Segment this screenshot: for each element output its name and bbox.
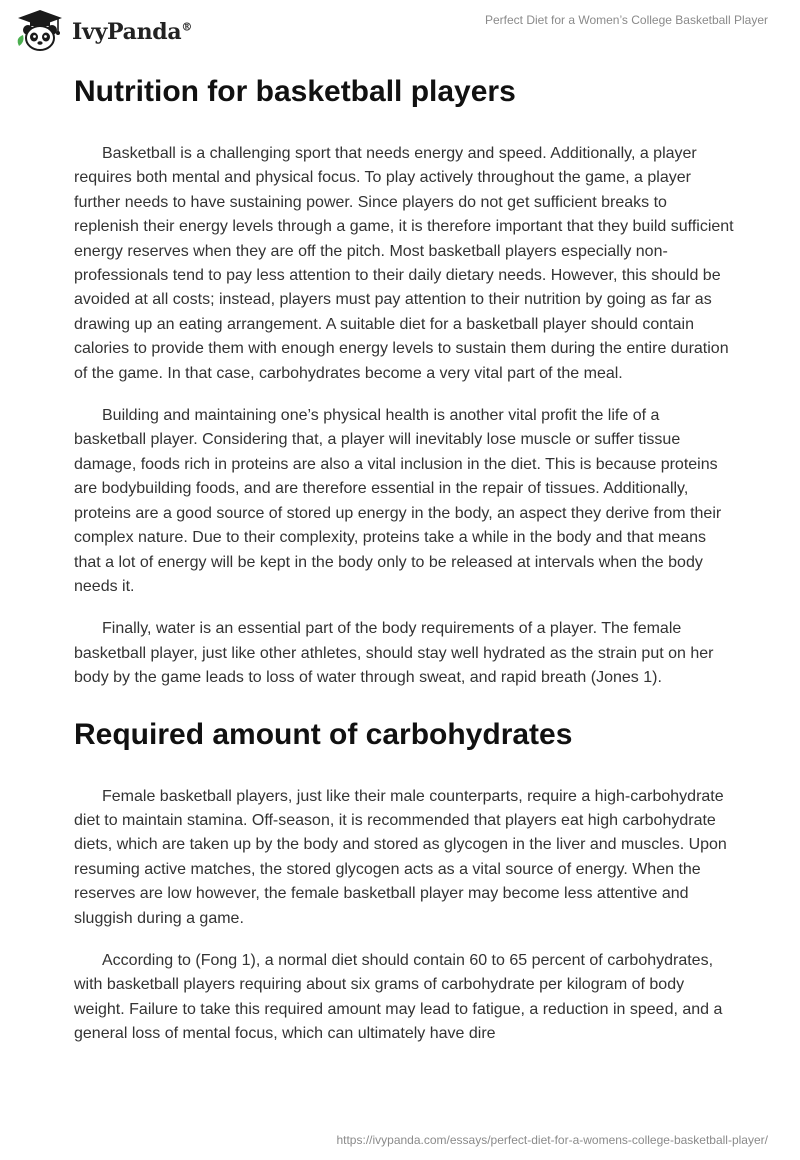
- paragraph: According to (Fong 1), a normal diet should contain 60 to 65 percent of carbohydrates, with basketball players requiring about six grams of carbohydrate per kilogram of body weight. Failure to take this required amount may lead to fatigue, a reduction in speed, and a general loss of mental focus, which can ultimately have dire: [74, 951, 723, 1043]
- paragraph: Finally, water is an essential part of the body requirements of a player. The female basketball player, just like other athletes, should stay well hydrated as the strain put on her body by the game leads to loss of water through sweat, and rapid breath (Jones 1).: [74, 620, 714, 687]
- paragraph: Building and maintaining one’s physical health is another vital profit the life of a basketball player. Considering that, a player will inevitably lose muscle or suffer tissue damage, foods rich in proteins are also a vital inclusion in the diet. This is because proteins are bodybuilding foods, and are therefore essential in the repair of tissues. Additionally, proteins are a good source of stored up energy in the body, an aspect they derive from their complex nature. Due to their complexity, proteins take a while in the body and that means that a lot of energy will be kept in the body only to be released at intervals when the body needs it.: [74, 407, 722, 595]
- section-heading-nutrition: Nutrition for basketball players: [74, 75, 516, 108]
- panda-graduate-icon: [14, 8, 66, 52]
- paragraph: Female basketball players, just like their male counterparts, require a high-carbohydrate diet to maintain stamina. Off-season, it is recommended that players eat high carbohydrate diets, which are taken up by the body and stored as glycogen in the liver and muscles. Upon resuming active matches, the stored glycogen acts as a vital source of energy. When the reserves are low however, the female basketball player may become less attentive and sluggish during a game.: [74, 787, 727, 927]
- article-body: [74, 72, 734, 1047]
- page-header: [0, 0, 800, 70]
- paragraph: Basketball is a challenging sport that needs energy and speed. Additionally, a player requires both mental and physical focus. To play actively throughout the game, a player further needs to have sustaining power. Since players do not get sufficient breaks to replenish their energy levels through a game, it is therefore important that they build sufficient energy reserves when they are off the pitch. Most basketball players especially non-professionals tend to pay less attention to their daily dietary needs. However, this should be avoided at all costs; instead, players must pay attention to their nutrition by going as far as drawing up an eating arrangement. A suitable diet for a basketball player should contain calories to provide them with enough energy levels to sustain them during the entire duration of the game. In that case, carbohydrates become a very vital part of the meal.: [74, 145, 734, 382]
- brand-logo[interactable]: [14, 8, 192, 52]
- section-heading-carbohydrates: Required amount of carbohydrates: [74, 717, 573, 751]
- source-url[interactable]: https://ivypanda.com/essays/perfect-diet-for-a-womens-college-basketball-player/: [336, 1133, 768, 1147]
- brand-name: IvyPanda®: [72, 19, 193, 45]
- document-title: Perfect Diet for a Women’s College Basketball Player: [484, 13, 768, 27]
